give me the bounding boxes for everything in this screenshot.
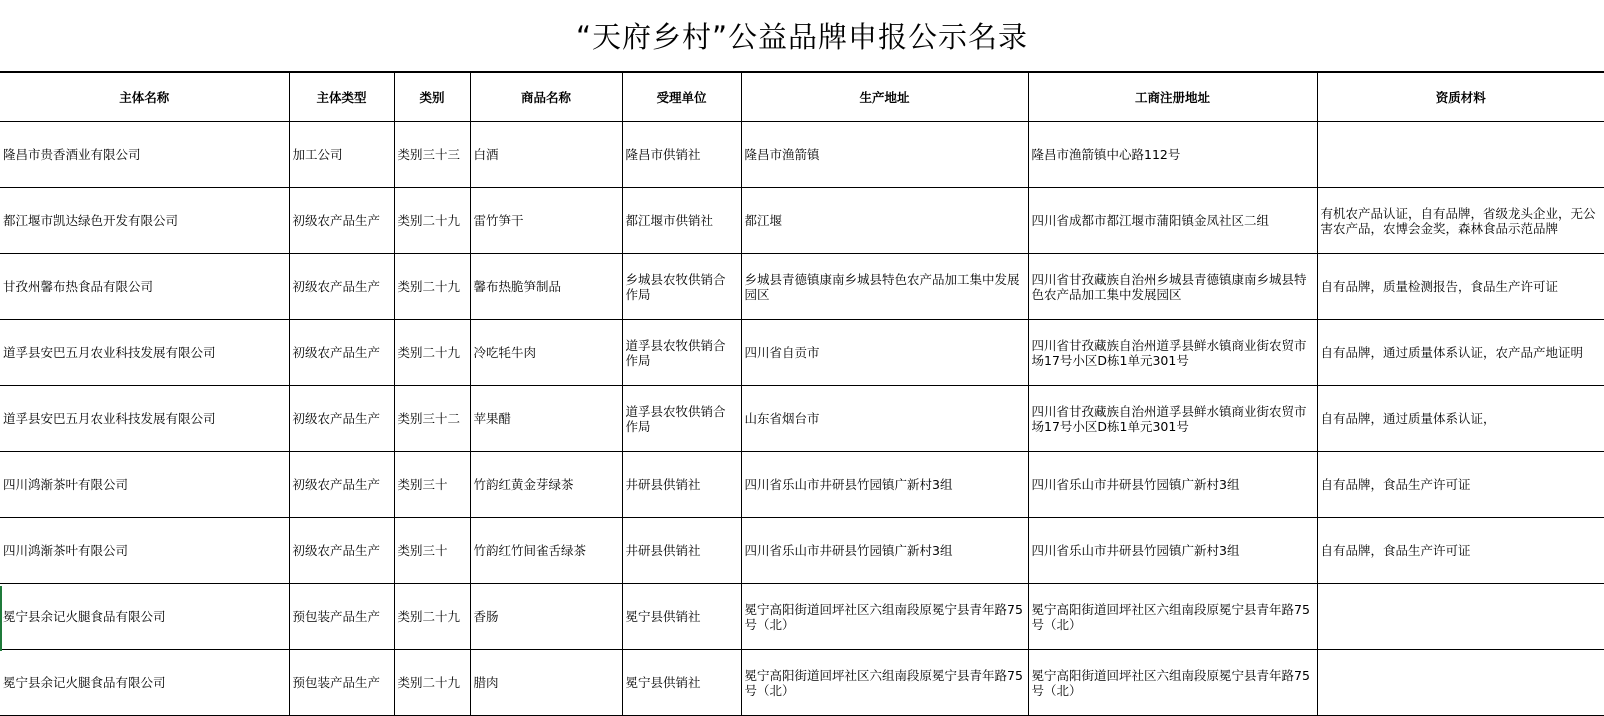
table-cell[interactable]: 隆昌市供销社 <box>622 122 741 188</box>
table-cell[interactable]: 都江堰市凯达绿色开发有限公司 <box>0 188 289 254</box>
table-cell[interactable]: 道孚县安巴五月农业科技发展有限公司 <box>0 320 289 386</box>
table-cell[interactable]: 自有品牌，食品生产许可证 <box>1317 452 1604 518</box>
table-cell[interactable]: 冕宁县供销社 <box>622 584 741 650</box>
table-cell[interactable]: 白酒 <box>470 122 622 188</box>
table-row <box>0 452 1604 518</box>
table-cell[interactable]: 隆昌市渔箭镇中心路112号 <box>1028 122 1317 188</box>
table-cell[interactable]: 四川省自贡市 <box>741 320 1028 386</box>
table-cell[interactable]: 冕宁县余记火腿食品有限公司 <box>0 584 289 650</box>
table-cell[interactable]: 初级农产品生产 <box>289 386 394 452</box>
table-cell[interactable]: 四川省甘孜藏族自治州道孚县鲜水镇商业街农贸市场17号小区D栋1单元301号 <box>1028 320 1317 386</box>
table-cell[interactable]: 冕宁高阳街道回坪社区六组南段原冕宁县青年路75号（北） <box>1028 584 1317 650</box>
table-cell[interactable]: 四川省成都市都江堰市蒲阳镇金凤社区二组 <box>1028 188 1317 254</box>
column-header[interactable]: 生产地址 <box>741 73 1028 122</box>
table-cell[interactable]: 初级农产品生产 <box>289 518 394 584</box>
table-cell[interactable]: 自有品牌，食品生产许可证 <box>1317 518 1604 584</box>
table-cell[interactable]: 四川省甘孜藏族自治州乡城县青德镇康南乡城县特色农产品加工集中发展园区 <box>1028 254 1317 320</box>
column-header[interactable]: 主体名称 <box>0 73 289 122</box>
table-cell[interactable]: 预包装产品生产 <box>289 650 394 716</box>
table-cell[interactable]: 冷吃牦牛肉 <box>470 320 622 386</box>
table-cell[interactable]: 类别二十九 <box>394 584 470 650</box>
table-cell[interactable]: 初级农产品生产 <box>289 188 394 254</box>
table-row <box>0 320 1604 386</box>
table-cell[interactable]: 四川省乐山市井研县竹园镇广新村3组 <box>741 518 1028 584</box>
table-cell[interactable]: 四川鸿渐茶叶有限公司 <box>0 452 289 518</box>
table-cell[interactable]: 初级农产品生产 <box>289 254 394 320</box>
table-cell[interactable]: 冕宁高阳街道回坪社区六组南段原冕宁县青年路75号（北） <box>741 650 1028 716</box>
brand-list-table <box>0 72 1604 716</box>
table-cell[interactable]: 类别三十二 <box>394 386 470 452</box>
table-cell[interactable]: 类别二十九 <box>394 650 470 716</box>
table-cell[interactable]: 类别二十九 <box>394 320 470 386</box>
page-title: “天府乡村”公益品牌申报公示名录 <box>575 20 1029 54</box>
table-cell[interactable]: 馨布热脆笋制品 <box>470 254 622 320</box>
table-cell[interactable]: 甘孜州馨布热食品有限公司 <box>0 254 289 320</box>
table-cell[interactable]: 冕宁县供销社 <box>622 650 741 716</box>
table-cell[interactable]: 都江堰市供销社 <box>622 188 741 254</box>
table-cell[interactable]: 香肠 <box>470 584 622 650</box>
column-header[interactable]: 受理单位 <box>622 73 741 122</box>
table-cell[interactable]: 苹果醋 <box>470 386 622 452</box>
table-cell[interactable]: 竹韵红竹间雀舌绿茶 <box>470 518 622 584</box>
table-cell[interactable]: 竹韵红黄金芽绿茶 <box>470 452 622 518</box>
table-cell[interactable]: 山东省烟台市 <box>741 386 1028 452</box>
table-cell[interactable]: 加工公司 <box>289 122 394 188</box>
column-header[interactable]: 主体类型 <box>289 73 394 122</box>
table-cell[interactable] <box>1317 584 1604 650</box>
table-cell[interactable]: 自有品牌，质量检测报告，食品生产许可证 <box>1317 254 1604 320</box>
column-header[interactable]: 类别 <box>394 73 470 122</box>
active-cell-marker <box>0 586 2 651</box>
column-header[interactable]: 资质材料 <box>1317 73 1604 122</box>
table-cell[interactable]: 四川鸿渐茶叶有限公司 <box>0 518 289 584</box>
table-row <box>0 518 1604 584</box>
table-cell[interactable]: 类别二十九 <box>394 254 470 320</box>
table-cell[interactable]: 隆昌市贵香酒业有限公司 <box>0 122 289 188</box>
table-cell[interactable]: 自有品牌，通过质量体系认证， <box>1317 386 1604 452</box>
table-row <box>0 386 1604 452</box>
table-cell[interactable]: 乡城县农牧供销合作局 <box>622 254 741 320</box>
table-cell[interactable]: 井研县供销社 <box>622 518 741 584</box>
header-row <box>0 73 1604 122</box>
table-cell[interactable] <box>1317 122 1604 188</box>
table-cell[interactable]: 道孚县农牧供销合作局 <box>622 386 741 452</box>
title-cell[interactable] <box>0 0 1604 72</box>
table-row <box>0 122 1604 188</box>
table-cell[interactable]: 雷竹笋干 <box>470 188 622 254</box>
table-cell[interactable]: 自有品牌，通过质量体系认证，农产品产地证明 <box>1317 320 1604 386</box>
table-cell[interactable]: 四川省乐山市井研县竹园镇广新村3组 <box>1028 518 1317 584</box>
table-cell[interactable]: 类别二十九 <box>394 188 470 254</box>
table-cell[interactable]: 类别三十 <box>394 452 470 518</box>
table-cell[interactable]: 道孚县农牧供销合作局 <box>622 320 741 386</box>
table-cell[interactable] <box>1317 650 1604 716</box>
table-cell[interactable]: 井研县供销社 <box>622 452 741 518</box>
table-cell[interactable]: 冕宁高阳街道回坪社区六组南段原冕宁县青年路75号（北） <box>1028 650 1317 716</box>
table-cell[interactable]: 四川省乐山市井研县竹园镇广新村3组 <box>1028 452 1317 518</box>
column-header[interactable]: 工商注册地址 <box>1028 73 1317 122</box>
table-row <box>0 188 1604 254</box>
table-row <box>0 254 1604 320</box>
table-cell[interactable]: 乡城县青德镇康南乡城县特色农产品加工集中发展园区 <box>741 254 1028 320</box>
table-cell[interactable]: 冕宁县余记火腿食品有限公司 <box>0 650 289 716</box>
table-cell[interactable]: 四川省甘孜藏族自治州道孚县鲜水镇商业街农贸市场17号小区D栋1单元301号 <box>1028 386 1317 452</box>
table-cell[interactable]: 腊肉 <box>470 650 622 716</box>
table-row <box>0 650 1604 716</box>
table-cell[interactable]: 初级农产品生产 <box>289 320 394 386</box>
table-cell[interactable]: 类别三十三 <box>394 122 470 188</box>
table-cell[interactable]: 有机农产品认证，自有品牌，省级龙头企业，无公害农产品，农博会金奖，森林食品示范品牌 <box>1317 188 1604 254</box>
table-cell[interactable]: 四川省乐山市井研县竹园镇广新村3组 <box>741 452 1028 518</box>
table-cell[interactable]: 类别三十 <box>394 518 470 584</box>
table-row <box>0 584 1604 650</box>
table-cell[interactable]: 初级农产品生产 <box>289 452 394 518</box>
table-cell[interactable]: 预包装产品生产 <box>289 584 394 650</box>
column-header[interactable]: 商品名称 <box>470 73 622 122</box>
table-cell[interactable]: 冕宁高阳街道回坪社区六组南段原冕宁县青年路75号（北） <box>741 584 1028 650</box>
table-cell[interactable]: 都江堰 <box>741 188 1028 254</box>
table-cell[interactable]: 隆昌市渔箭镇 <box>741 122 1028 188</box>
table-cell[interactable]: 道孚县安巴五月农业科技发展有限公司 <box>0 386 289 452</box>
